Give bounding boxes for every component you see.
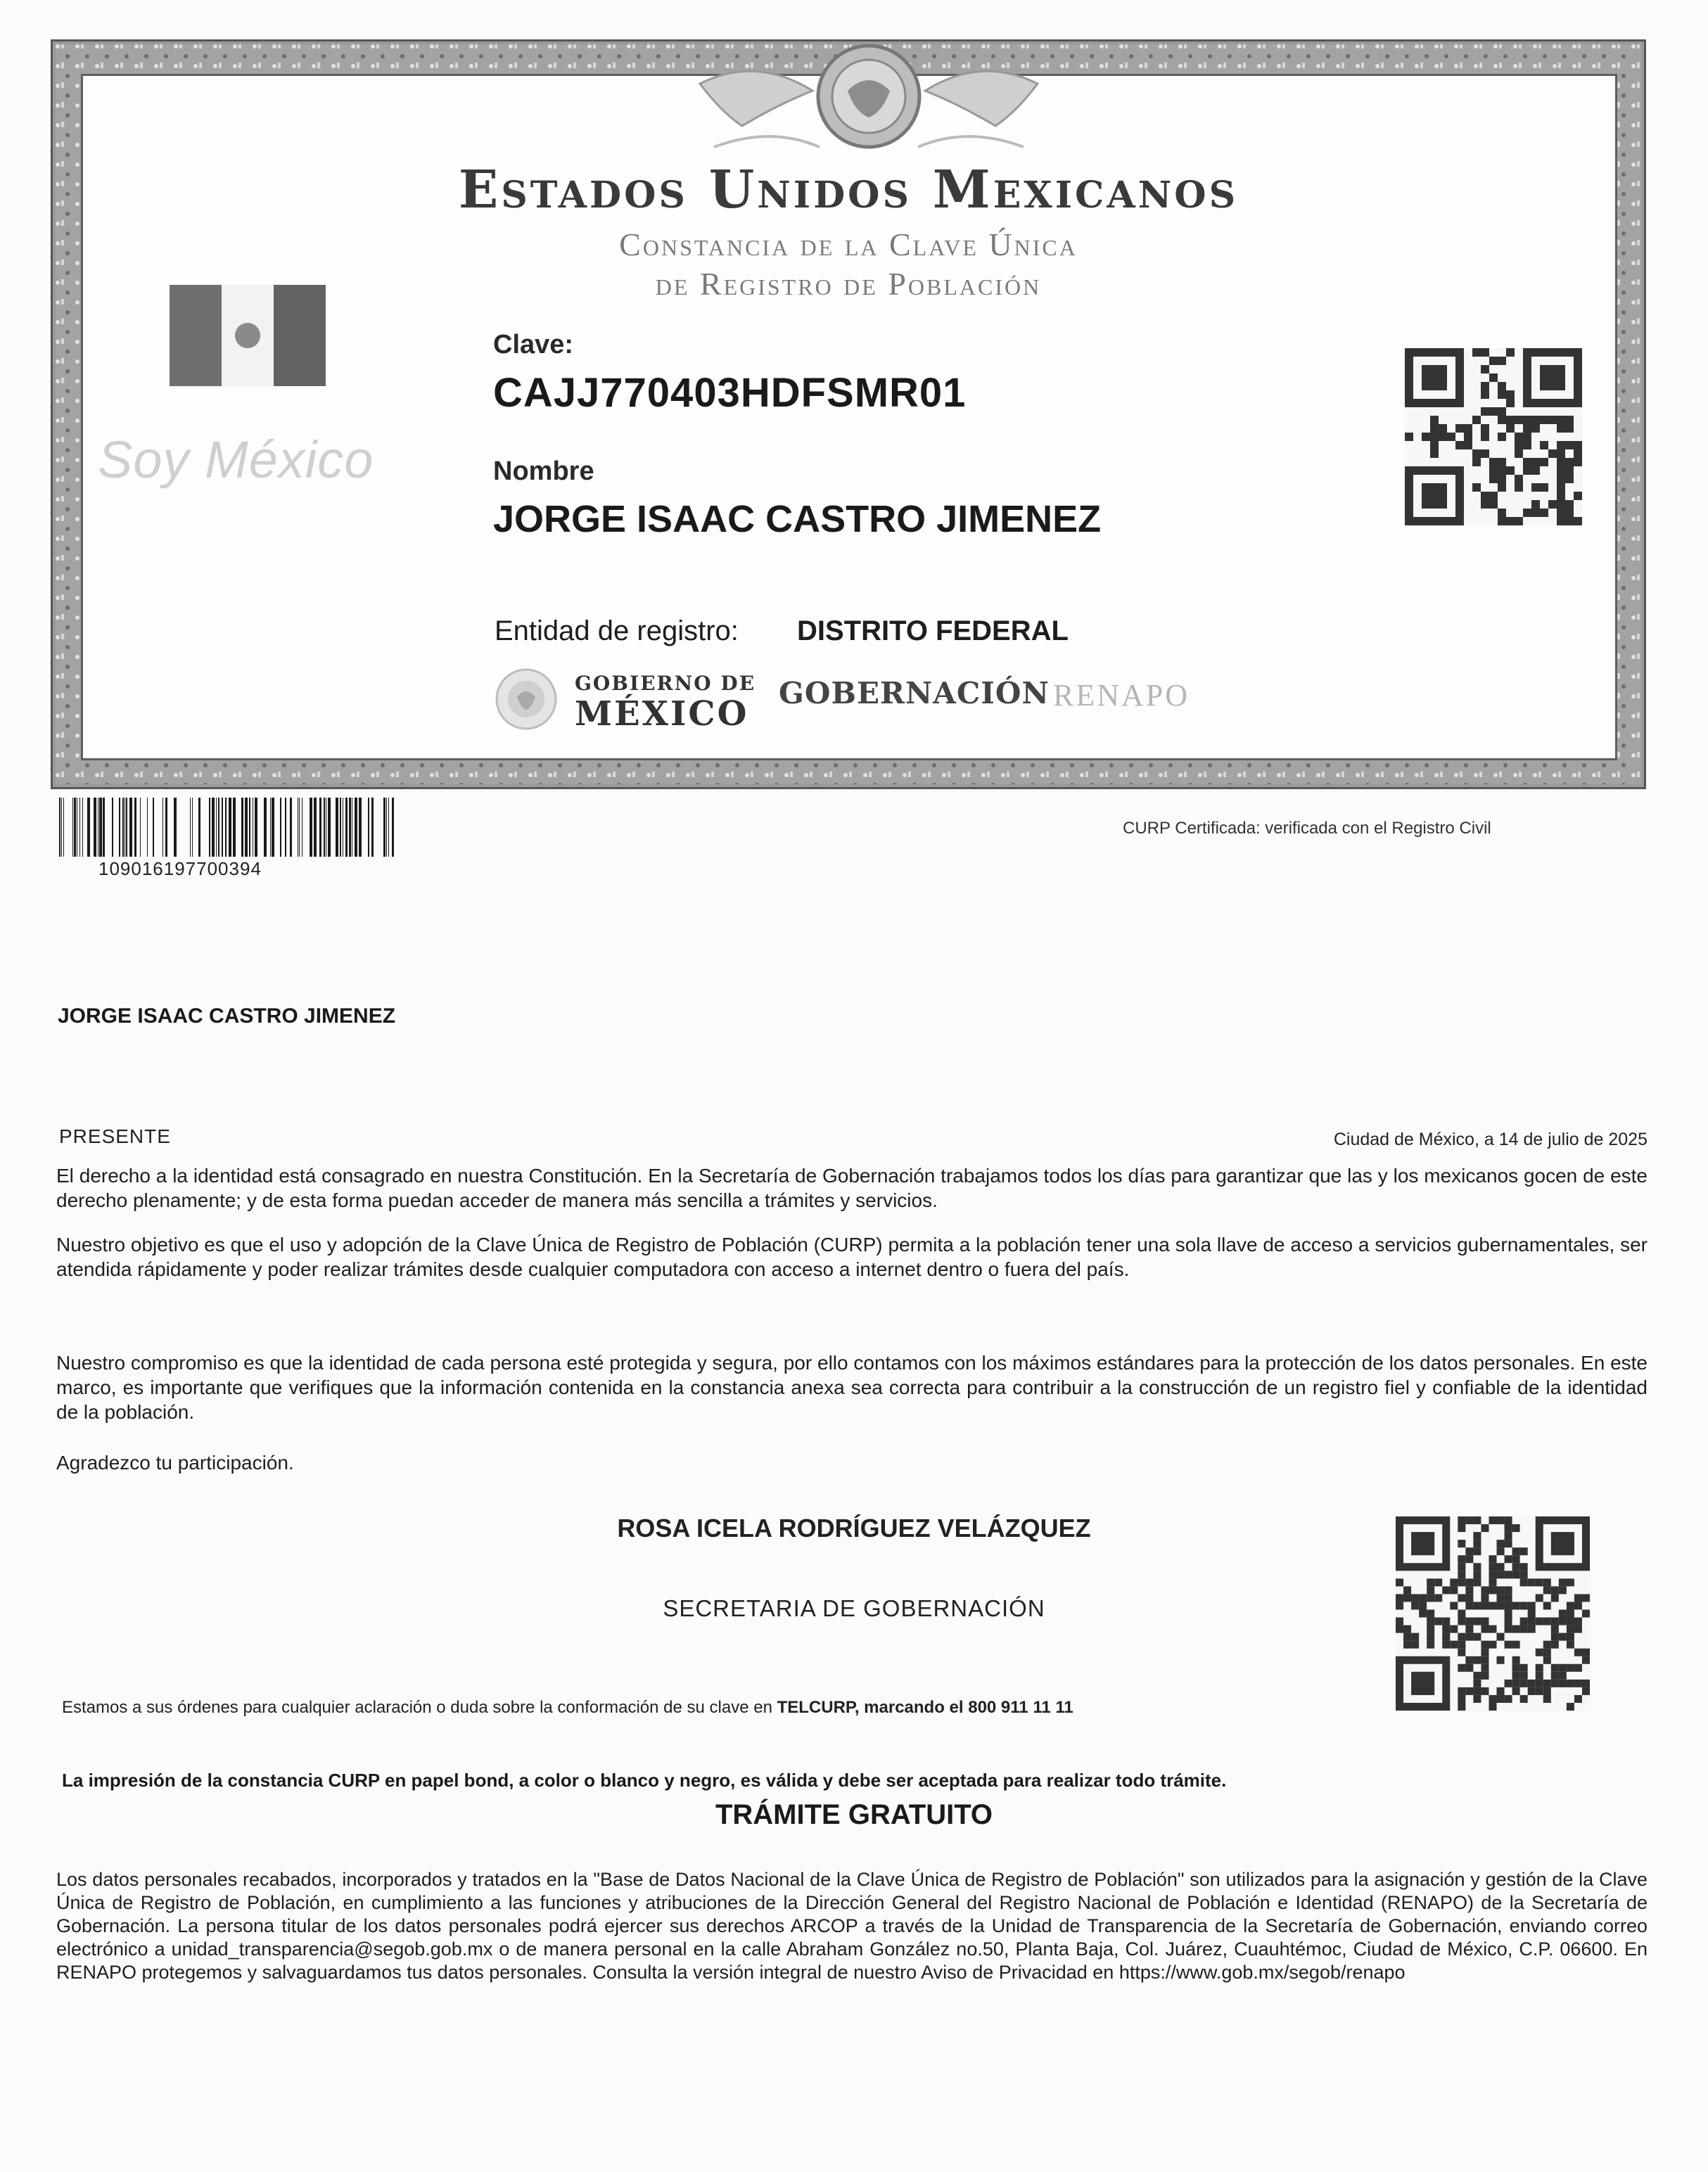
letter-paragraph: Nuestro compromiso es que la identidad de cada persona esté protegida y segura, por ello contamos con los máximos estándares para la protección de los datos personales. En este marco, es importante que verifiques que la información contenida en la constancia anexa sea correcta para contribuir a la construcción de un registro fiel y confiable de la identidad de la población. bbox=[56, 1352, 1648, 1423]
signer-name: ROSA ICELA RODRÍGUEZ VELÁZQUEZ bbox=[617, 1514, 1091, 1542]
telcurp-text: Estamos a sus órdenes para cualquier aclaración o duda sobre la conformación de su clave en bbox=[62, 1698, 777, 1717]
barcode-number: 109016197700394 bbox=[98, 858, 262, 879]
gobierno-seal-icon bbox=[495, 667, 558, 731]
letter-date: Ciudad de México, a 14 de julio de 2025 bbox=[1333, 1130, 1648, 1149]
entidad-label: Entidad de registro: bbox=[495, 615, 739, 646]
qr-code-icon bbox=[1405, 348, 1582, 525]
certificate-title: Estados Unidos Mexicanos bbox=[458, 160, 1239, 220]
entidad-value: DISTRITO FEDERAL bbox=[797, 615, 1069, 646]
letter-paragraph: El derecho a la identidad está consagrado en nuestra Constitución. En la Secretaría de Gobernación trabajamos todos los días para garantizar que las y los mexicanos gocen de este derecho plenamente; y de esta forma puedan acceder de manera más sencilla a trámites y servicios. bbox=[56, 1165, 1648, 1211]
letter-paragraph: Agradezco tu participación. bbox=[56, 1452, 294, 1474]
clave-label: Clave: bbox=[493, 330, 574, 359]
gobierno-logo-top: GOBIERNO DE bbox=[575, 672, 756, 695]
telcurp-note bbox=[62, 1698, 1073, 1718]
curp-certificada-note: CURP Certificada: verificada con el Registro Civil bbox=[1123, 819, 1491, 838]
letter-addressee: JORGE ISAAC CASTRO JIMENEZ bbox=[58, 1004, 396, 1028]
clave-value: CAJJ770403HDFSMR01 bbox=[493, 370, 967, 416]
gobierno-logo-bottom: MÉXICO bbox=[575, 694, 749, 734]
mexico-flag-icon bbox=[170, 285, 326, 386]
gobernacion-logo: GOBERNACIÓN bbox=[779, 676, 1050, 710]
renapo-logo: RENAPO bbox=[1053, 678, 1190, 713]
tramite-gratuito: TRÁMITE GRATUITO bbox=[715, 1799, 993, 1830]
certificate-subtitle-line1: Constancia de la Clave Única bbox=[619, 226, 1078, 262]
nombre-value: JORGE ISAAC CASTRO JIMENEZ bbox=[493, 498, 1102, 540]
privacy-notice: Los datos personales recabados, incorporados y tratados en la "Base de Datos Nacional de la Clave Única de Registro de Población" son utilizados para la asignación y gestión de la Clave Única de Registro de Población, en cumplimiento a las funciones y atribuciones de la Dirección General del Registro Nacional de Población e Identidad (RENAPO) de la Secretaría de Gobernación. La persona titular de los datos personales podrá ejercer sus derechos ARCOP a través de la Unidad de Transparencia de la Secretaría de Gobernación, enviando correo electrónico a unidad_transparencia@segob.gob.mx o de manera personal en la calle Abraham González no.50, Planta Baja, Col. Juárez, Cuauhtémoc, Ciudad de México, C.P. 06600. En RENAPO protegemos y salvaguardamos tus datos personales. Consulta la versión integral de nuestro Aviso de Privacidad en https://www.gob.mx/segob/renapo bbox=[56, 1869, 1648, 1983]
letter-paragraph: Nuestro objetivo es que el uso y adopción de la Clave Única de Registro de Población (CURP) permita a la población tener una sola llave de acceso a servicios gubernamentales, ser atendida rápidamente y poder realizar trámites desde cualquier computadora con acceso a internet dentro o fuera del país. bbox=[56, 1234, 1648, 1280]
qr-code-icon bbox=[1396, 1516, 1590, 1711]
signer-title: SECRETARIA DE GOBERNACIÓN bbox=[663, 1595, 1045, 1621]
coat-of-arms-crest-icon bbox=[672, 41, 1066, 161]
nombre-label: Nombre bbox=[493, 456, 594, 486]
validity-note: La impresión de la constancia CURP en papel bond, a color o blanco y negro, es válida y debe ser aceptada para realizar todo trámite. bbox=[62, 1770, 1227, 1791]
barcode-icon bbox=[58, 798, 395, 857]
soy-mexico-watermark: Soy México bbox=[98, 430, 374, 489]
certificate-subtitle-line2: de Registro de Población bbox=[655, 266, 1042, 302]
curp-certificate-card bbox=[51, 39, 1646, 789]
telcurp-phone: TELCURP, marcando el 800 911 11 11 bbox=[777, 1698, 1073, 1717]
letter-presente: PRESENTE bbox=[59, 1125, 171, 1147]
